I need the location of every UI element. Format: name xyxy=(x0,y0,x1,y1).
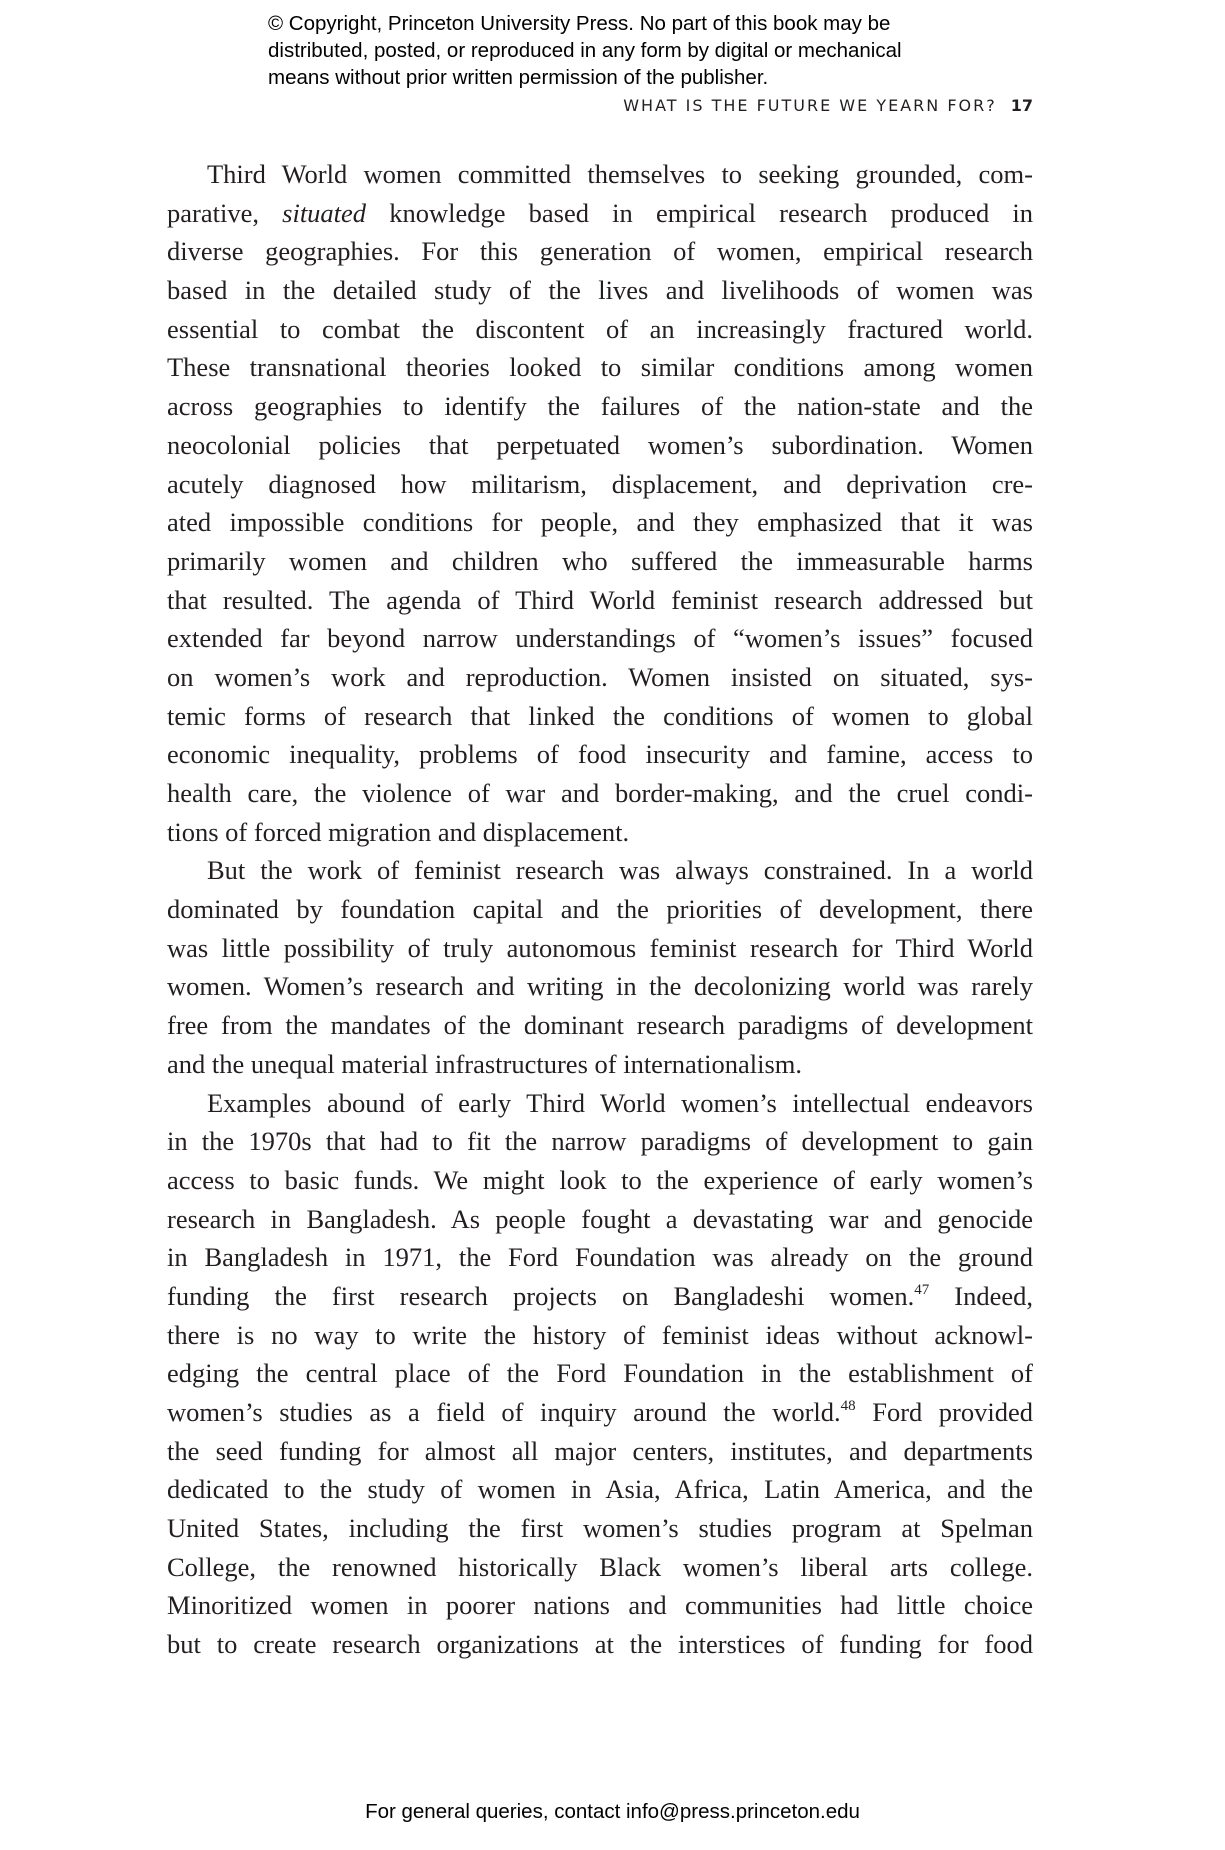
text-line xyxy=(167,465,1033,504)
text-segment: in the 1970s that had to fit the narrow paradigms of development to gain xyxy=(167,1126,1033,1157)
text-segment: Examples abound of early Third World women’s intellectual endeavors xyxy=(207,1087,1033,1118)
text-line xyxy=(167,1200,1033,1239)
text-line xyxy=(167,697,1033,736)
text-segment: access to basic funds. We might look to the experience of early women’s xyxy=(167,1164,1033,1195)
text-segment: temic forms of research that linked the conditions of women to global xyxy=(167,700,1033,731)
text-segment: edging the central place of the Ford Foundation in the establishment of xyxy=(167,1358,1033,1389)
text-segment: parative, xyxy=(167,197,283,228)
text-segment: but to create research organizations at the interstices of funding for food xyxy=(167,1629,1033,1660)
text-line xyxy=(167,1316,1033,1355)
text-segment: that resulted. The agenda of Third World feminist research addressed but xyxy=(167,584,1033,615)
page-number: 17 xyxy=(1010,96,1033,115)
text-segment: These transnational theories looked to similar conditions among women xyxy=(167,352,1033,383)
text-line xyxy=(167,774,1033,813)
text-segment: essential to combat the discontent of an increasingly fractured world. xyxy=(167,313,1033,344)
text-segment: Third World women committed themselves to seeking grounded, com- xyxy=(207,159,1033,189)
body-text xyxy=(167,155,1033,1664)
text-line xyxy=(167,1470,1033,1509)
text-line xyxy=(167,658,1033,697)
text-segment: College, the renowned historically Black women’s liberal arts college. xyxy=(167,1551,1033,1582)
text-line xyxy=(167,542,1033,581)
text-segment: Ford provided xyxy=(855,1397,1034,1427)
text-segment: based in the detailed study of the lives and livelihoods of women was xyxy=(167,275,1033,306)
copyright-notice xyxy=(268,10,902,91)
text-segment: dedicated to the study of women in Asia, Africa, Latin America, and the xyxy=(167,1474,1033,1505)
text-segment: research in Bangladesh. As people fought a devastating war and genocide xyxy=(167,1203,1033,1234)
text-line xyxy=(167,1238,1033,1277)
text-segment: was little possibility of truly autonomous feminist research for Third World xyxy=(167,932,1033,963)
text-line xyxy=(167,503,1033,542)
text-segment: knowledge based in empirical research produced in xyxy=(366,197,1033,228)
text-line xyxy=(167,1354,1033,1393)
text-segment: in Bangladesh in 1971, the Ford Foundation was already on the ground xyxy=(167,1242,1033,1273)
text-line xyxy=(167,310,1033,349)
text-line xyxy=(167,967,1033,1006)
text-segment: health care, the violence of war and border-making, and the cruel condi- xyxy=(167,778,1033,808)
text-line xyxy=(167,271,1033,310)
text-segment: Indeed, xyxy=(929,1280,1033,1311)
text-line xyxy=(167,387,1033,426)
text-segment: funding the first research projects on Bangladeshi women. xyxy=(167,1280,915,1311)
text-segment: women’s studies as a field of inquiry around the world. xyxy=(167,1397,841,1427)
text-line xyxy=(167,581,1033,620)
text-line xyxy=(167,1277,1033,1316)
text-line xyxy=(167,1393,1033,1432)
text-segment: across geographies to identify the failures of the nation-state and the xyxy=(167,391,1033,422)
text-line xyxy=(167,155,1033,194)
text-line xyxy=(167,348,1033,387)
copyright-line: distributed, posted, or reproduced in any form by digital or mechanical xyxy=(268,39,902,62)
text-segment: United States, including the first women’s studies program at Spelman xyxy=(167,1513,1033,1544)
italic-text: situated xyxy=(282,197,367,228)
text-segment: women. Women’s research and writing in the decolonizing world was rarely xyxy=(167,971,1033,1002)
text-line xyxy=(167,619,1033,658)
footnote-reference[interactable]: 48 xyxy=(840,1398,856,1414)
text-line xyxy=(167,1122,1033,1161)
paragraph xyxy=(167,155,1033,851)
text-line xyxy=(167,1045,1033,1084)
text-segment: economic inequality, problems of food insecurity and famine, access to xyxy=(167,739,1033,770)
text-segment: diverse geographies. For this generation of women, empirical research xyxy=(167,236,1033,267)
text-line xyxy=(167,813,1033,852)
text-segment: ated impossible conditions for people, and they emphasized that it was xyxy=(167,507,1033,538)
text-line xyxy=(167,426,1033,465)
copyright-line: means without prior written permission of the publisher. xyxy=(268,66,769,89)
text-line xyxy=(167,1586,1033,1625)
text-line xyxy=(167,1432,1033,1471)
text-segment: and the unequal material infrastructures of internationalism. xyxy=(167,1048,803,1079)
text-line xyxy=(167,1625,1033,1664)
text-segment: extended far beyond narrow understandings of “women’s issues” focused xyxy=(167,623,1033,654)
text-line xyxy=(167,1509,1033,1548)
text-segment: primarily women and children who suffered the immeasurable harms xyxy=(167,545,1033,576)
text-line xyxy=(167,1006,1033,1045)
paragraph xyxy=(167,851,1033,1083)
text-line xyxy=(167,1161,1033,1200)
text-segment: But the work of feminist research was always constrained. In a world xyxy=(207,855,1033,886)
footnote-reference[interactable]: 47 xyxy=(914,1281,930,1298)
paragraph xyxy=(167,1084,1033,1664)
text-segment: Minoritized women in poorer nations and communities had little choice xyxy=(167,1590,1033,1621)
text-segment: acutely diagnosed how militarism, displacement, and deprivation cre- xyxy=(167,468,1033,499)
text-segment: there is no way to write the history of feminist ideas without acknowl- xyxy=(167,1319,1033,1350)
text-line xyxy=(167,851,1033,890)
text-line xyxy=(167,194,1033,233)
text-segment: tions of forced migration and displacement. xyxy=(167,816,630,847)
text-line xyxy=(167,232,1033,271)
text-segment: the seed funding for almost all major centers, institutes, and departments xyxy=(167,1435,1033,1466)
text-line xyxy=(167,1084,1033,1123)
text-line xyxy=(167,735,1033,774)
copyright-line: © Copyright, Princeton University Press. No part of this book may be xyxy=(268,12,891,35)
text-segment: on women’s work and reproduction. Women insisted on situated, sys- xyxy=(167,661,1033,692)
text-segment: free from the mandates of the dominant research paradigms of development xyxy=(167,1010,1033,1041)
chapter-title: WHAT IS THE FUTURE WE YEARN FOR? xyxy=(623,96,997,115)
text-line xyxy=(167,1548,1033,1587)
text-segment: dominated by foundation capital and the priorities of development, there xyxy=(167,894,1033,925)
footer-contact: For general queries, contact info@press.princeton.edu xyxy=(365,1800,860,1823)
text-line xyxy=(167,890,1033,929)
running-head xyxy=(623,96,1033,115)
text-segment: neocolonial policies that perpetuated women’s subordination. Women xyxy=(167,429,1033,460)
text-line xyxy=(167,929,1033,968)
